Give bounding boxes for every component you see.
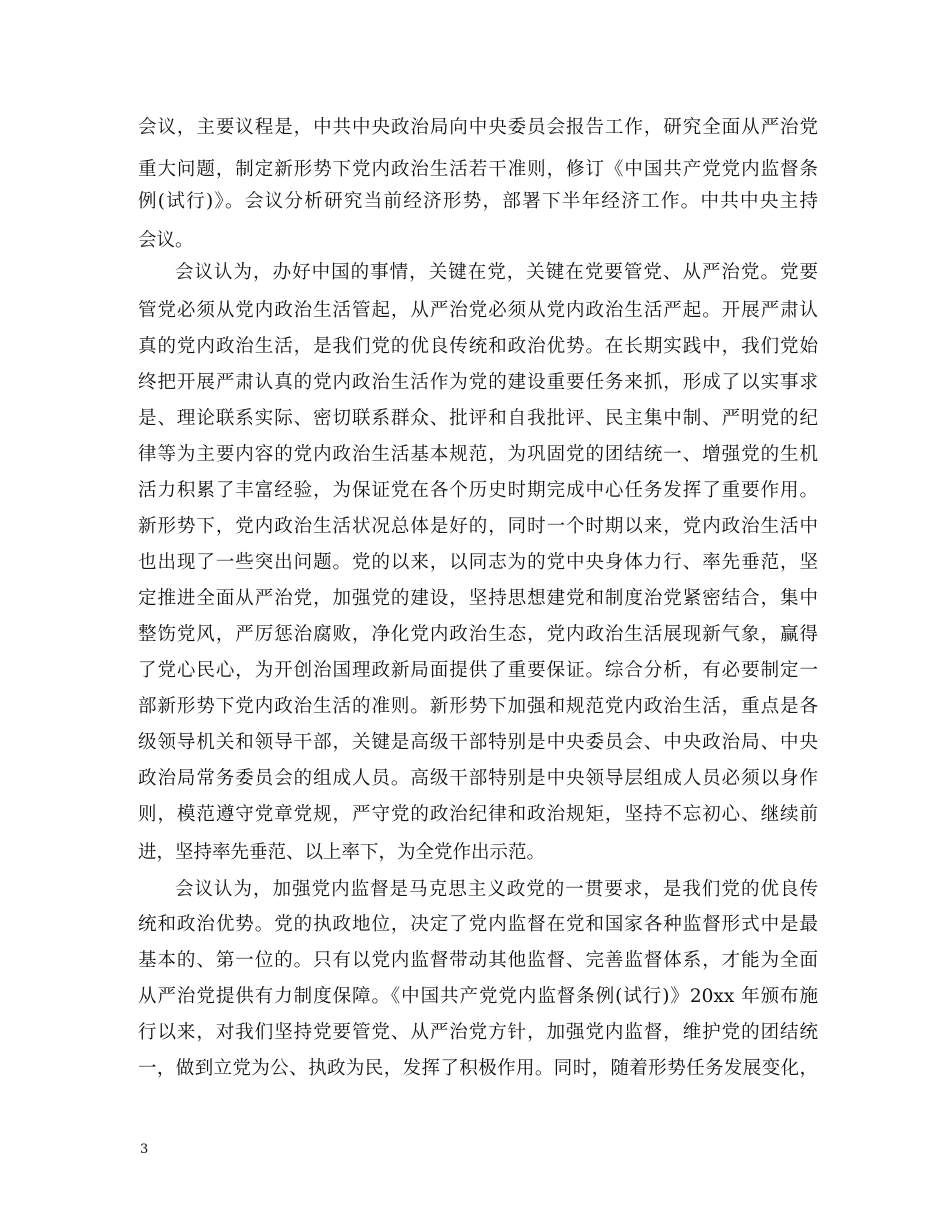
text-line: 管党必须从党内政治生活管起，从严治党必须从党内政治生活严起。开展严肃认 (138, 300, 818, 321)
text-line: 从严治党提供有力制度保障。《中国共产党党内监督条例(试行)》20xx 年颁布施 (138, 986, 818, 1007)
text-line: 行以来，对我们坚持党要管党、从严治党方针，加强党内监督，维护党的团结统 (138, 1022, 818, 1043)
text-line: 一，做到立党为公、执政为民，发挥了积极作用。同时，随着形势任务发展变化， (138, 1058, 818, 1079)
text-line: 政治局常务委员会的组成人员。高级干部特别是中央领导层组成人员必须以身作 (138, 768, 818, 789)
text-line: 基本的、第一位的。只有以党内监督带动其他监督、完善监督体系，才能为全面 (138, 950, 818, 971)
page-number: 3 (140, 1142, 149, 1157)
text-line: 级领导机关和领导干部，关键是高级干部特别是中央委员会、中央政治局、中央 (138, 732, 818, 753)
text-line: 则，模范遵守党章党规，严守党的政治纪律和政治规矩，坚持不忘初心、继续前 (138, 804, 818, 825)
text-line: 律等为主要内容的党内政治生活基本规范，为巩固党的团结统一、增强党的生机 (138, 444, 818, 465)
text-line: 新形势下，党内政治生活状况总体是好的，同时一个时期以来，党内政治生活中 (138, 516, 818, 537)
text-line: 真的党内政治生活，是我们党的优良传统和政治优势。在长期实践中，我们党始 (138, 336, 818, 357)
text-line: 了党心民心，为开创治国理政新局面提供了重要保证。综合分析，有必要制定一 (138, 660, 818, 681)
text-line: 例(试行)》。会议分析研究当前经济形势，部署下半年经济工作。中共中央主持 (138, 191, 818, 212)
text-line: 进，坚持率先垂范、以上率下，为全党作出示范。 (138, 842, 546, 863)
text-line: 会议。 (138, 230, 194, 251)
text-line: 是、理论联系实际、密切联系群众、批评和自我批评、民主集中制、严明党的纪 (138, 408, 818, 429)
text-line: 定推进全面从严治党，加强党的建设，坚持思想建党和制度治党紧密结合，集中 (138, 588, 818, 609)
text-line: 部新形势下党内政治生活的准则。新形势下加强和规范党内政治生活，重点是各 (138, 696, 818, 717)
text-line: 活力积累了丰富经验，为保证党在各个历史时期完成中心任务发挥了重要作用。 (138, 480, 818, 501)
text-line: 整饬党风，严厉惩治腐败，净化党内政治生态，党内政治生活展现新气象，赢得 (138, 624, 818, 645)
text-line: 会议，主要议程是，中共中央政治局向中央委员会报告工作，研究全面从严治党 (138, 117, 818, 138)
text-line: 终把开展严肃认真的党内政治生活作为党的建设重要任务来抓，形成了以实事求 (138, 372, 818, 393)
paragraph-first-line: 会议认为，加强党内监督是马克思主义政党的一贯要求，是我们党的优良传 (175, 879, 818, 900)
text-line: 统和政治优势。党的执政地位，决定了党内监督在党和国家各种监督形式中是最 (138, 914, 818, 935)
text-line: 也出现了一些突出问题。党的以来，以同志为的党中央身体力行、率先垂范，坚 (138, 552, 818, 573)
text-line: 重大问题，制定新形势下党内政治生活若干准则，修订《中国共产党党内监督条 (138, 159, 818, 180)
paragraph-first-line: 会议认为，办好中国的事情，关键在党，关键在党要管党、从严治党。党要 (175, 262, 818, 283)
